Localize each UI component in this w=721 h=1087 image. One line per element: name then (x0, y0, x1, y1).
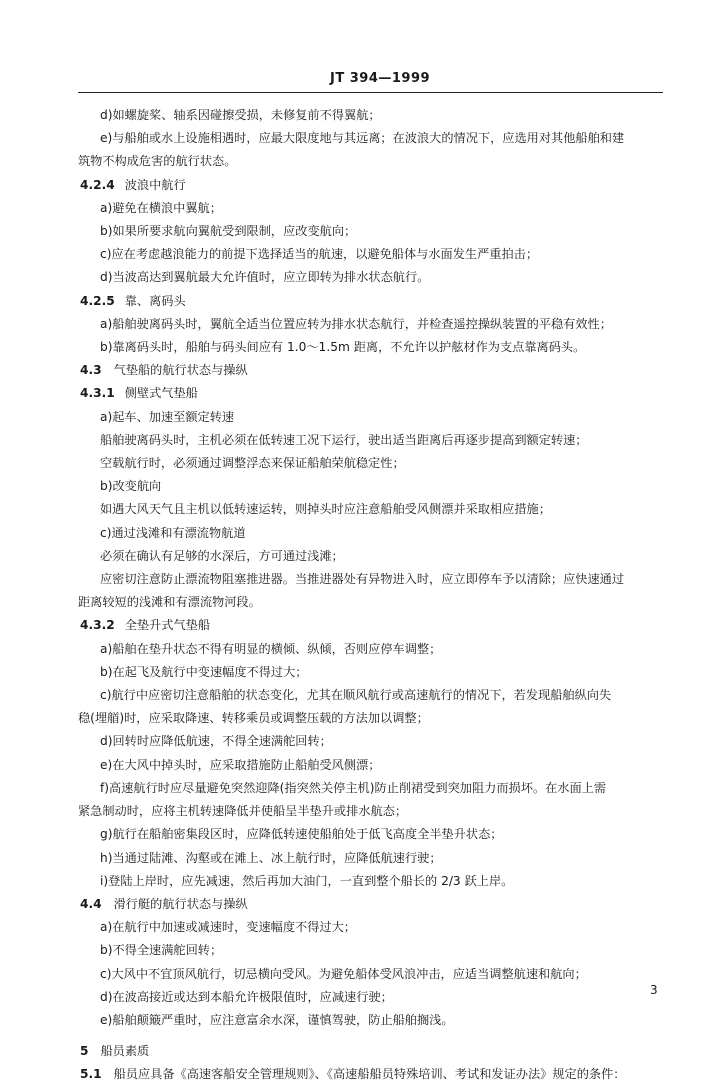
section-heading (78, 1063, 670, 1086)
text-line: c)航行中应密切注意船舶的状态变化，尤其在顺风航行或高速航行的情况下，若发现船舶纵向失 (100, 688, 612, 703)
text-line: a)船舶在垫升状态不得有明显的横倾、纵倾，否则应停车调整； (100, 641, 442, 656)
text-line: 稳(埋艏)时，应采取降速、转移乘员或调整压载的方法加以调整； (78, 711, 429, 726)
text-line: 应密切注意防止漂流物阻塞推进器。当推进器处有异物进入时，应立即停车予以清除；应快速通过 (100, 572, 625, 587)
text-line: e)与船舶或水上设施相遇时，应最大限度地与其远离；在波浪大的情况下，应选用对其他船舶和建 (100, 131, 625, 146)
section-number: 5 (80, 1044, 89, 1059)
text-line: b)在起飞及航行中变速幅度不得过大； (100, 664, 308, 679)
standard-number: JT 394—1999 (330, 71, 431, 86)
section-title: 靠、离码头 (124, 293, 186, 308)
text-line: e)在大风中掉头时，应采取措施防止船舶受风侧漂； (100, 757, 381, 772)
section-number: 4.3 (80, 363, 102, 378)
text-line: b)不得全速满舵回转； (100, 943, 223, 958)
text-line: 必须在确认有足够的水深后，方可通过浅滩； (100, 548, 344, 563)
text-line: c)应在考虑越浪能力的前提下选择适当的航速，以避免船体与水面发生严重拍击； (100, 247, 539, 262)
text-line: h)当通过陆滩、沟壑或在滩上、冰上航行时，应降低航速行驶； (100, 850, 442, 865)
text-line: 距离较短的浅滩和有漂流物河段。 (78, 595, 261, 610)
section-title: 全垫升式气垫船 (124, 618, 211, 633)
section-title: 船员素质 (100, 1044, 150, 1059)
text-line: i)登陆上岸时，应先减速，然后再加大油门，一直到整个船长的 2/3 跃上岸。 (100, 873, 514, 888)
section-heading (78, 382, 670, 405)
section-number: 4.4 (80, 896, 102, 911)
text-line: a)在航行中加速或减速时，变速幅度不得过大； (100, 920, 356, 935)
text-line: c)大风中不宜顶风航行，切忌横向受风。为避免船体受风浪冲击，应适当调整航速和航向； (100, 966, 587, 981)
text-line: d)如螺旋桨、轴系因碰擦受损，未修复前不得翼航； (100, 108, 381, 122)
text-line: e)船舶颠簸严重时，应注意富余水深，谨慎驾驶，防止船舶搁浅。 (100, 1012, 454, 1027)
section-heading (78, 359, 670, 382)
section-title: 滑行艇的航行状态与操纵 (113, 896, 248, 911)
section-title: 船员应具备《高速客船安全管理规则》、《高速船船员特殊培训、考试和发证办法》规定的条件： (113, 1067, 626, 1082)
text-line: 船舶驶离码头时，主机必须在低转速工况下运行，驶出适当距离后再逐步提高到额定转速； (100, 432, 588, 447)
text-line: a)避免在横浪中翼航； (100, 200, 222, 215)
section-number: 4.2.5 (80, 293, 115, 308)
text-line: d)在波高接近或达到本船允许极限值时，应减速行驶； (100, 989, 393, 1004)
section-heading (78, 290, 670, 313)
document-body (78, 104, 670, 1087)
section-number: 4.3.2 (80, 618, 115, 633)
text-line: c)通过浅滩和有漂流物航道 (100, 525, 246, 540)
section-title: 波浪中航行 (124, 177, 186, 192)
text-line: 筑物不构成危害的航行状态。 (78, 154, 237, 169)
section-heading (78, 614, 670, 637)
section-number: 4.2.4 (80, 177, 115, 192)
text-line: a)起车、加速至额定转速 (100, 409, 235, 424)
section-number: 5.1 (80, 1067, 102, 1082)
text-line: b)改变航向 (100, 479, 162, 494)
text-line: 如遇大风天气且主机以低转速运转，则掉头时应注意船舶受风侧漂并采取相应措施； (100, 502, 551, 517)
section-number: 4.3.1 (80, 386, 115, 401)
page-number: 3 (650, 983, 658, 997)
section-heading (78, 893, 670, 916)
text-line: d)回转时应降低航速，不得全速满舵回转； (100, 734, 332, 749)
text-line: g)航行在船舶密集段区时，应降低转速使船舶处于低飞高度全半垫升状态； (100, 827, 503, 842)
text-line: b)如果所要求航向翼航受到限制，应改变航向； (100, 224, 357, 239)
section-heading (78, 1040, 670, 1063)
text-line: d)当波高达到翼航最大允许值时，应立即转为排水状态航行。 (100, 270, 430, 285)
text-line: b)靠离码头时，船舶与码头间应有 1.0～1.5m 距离，不允许以护舷材作为支点靠离码头。 (100, 340, 586, 355)
text-line: 紧急制动时，应将主机转速降低并使船呈半垫升或排水航态； (78, 804, 408, 819)
text-line: f)高速航行时应尽量避免突然迎降(指突然关停主机)防止削裙受到突加阻力而损坏。在水面上需 (100, 780, 607, 795)
text-line: 空载航行时，必须通过调整浮态来保证船舶荣航稳定性； (100, 456, 405, 471)
section-title: 气垫船的航行状态与操纵 (113, 363, 248, 378)
text-line: a)船舶驶离码头时，翼航全适当位置应转为排水状态航行，并检查遥控操纵装置的平稳有效性； (100, 316, 612, 331)
section-heading (78, 174, 670, 197)
section-title: 侧壁式气垫船 (124, 386, 198, 401)
header-rule (78, 92, 663, 93)
